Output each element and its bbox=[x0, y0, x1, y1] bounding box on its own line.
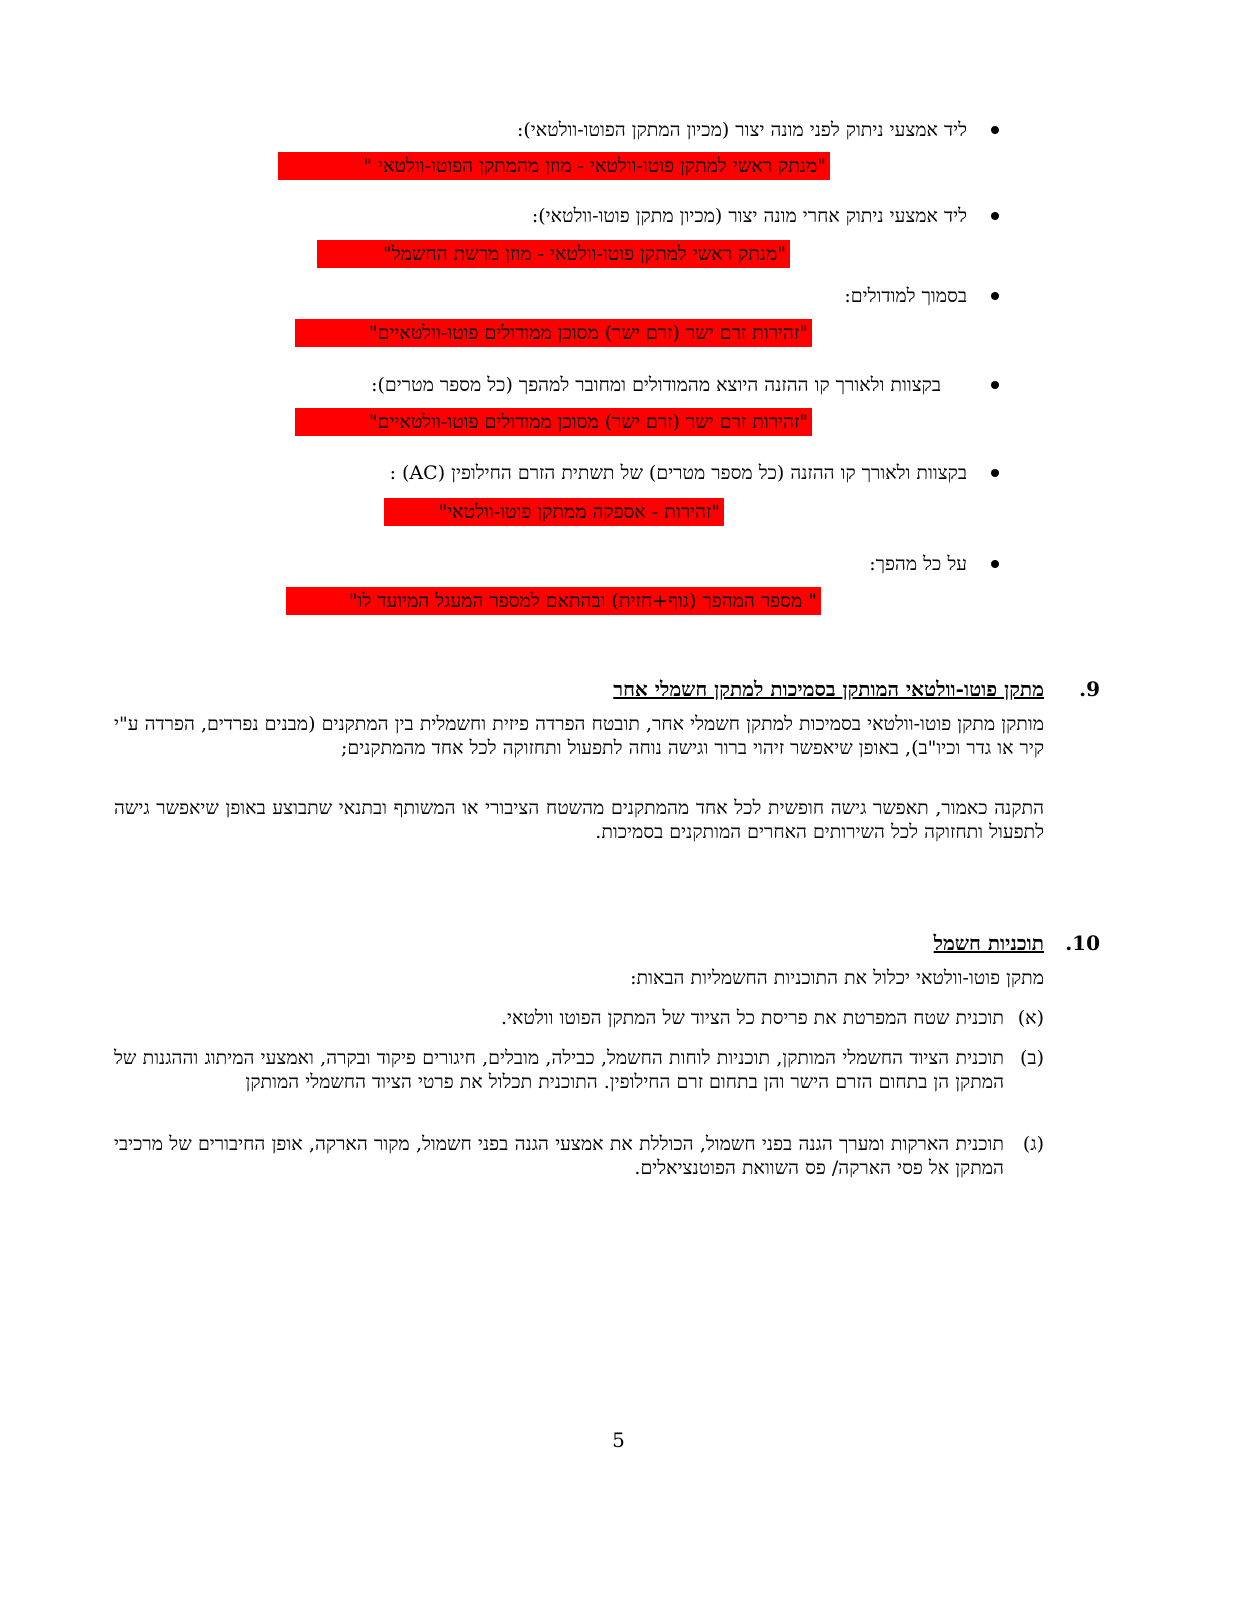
bullet-dot bbox=[991, 381, 999, 389]
section-number: 9. bbox=[1079, 677, 1100, 701]
bullet-text-4: בקצוות ולאורך קו ההזנה היוצא מהמודולים ומחובר למהפך (כל מספר מטרים): bbox=[371, 374, 941, 396]
section-title: תוכניות חשמל bbox=[933, 931, 1044, 955]
section-10-intro: מתקן פוטו-וולטאי יכלול את התוכניות החשמליות הבאות: bbox=[630, 967, 1044, 989]
bullet-text-2: ליד אמצעי ניתוק אחרי מונה יצור (מכיון מתקן פוטו-וולטאי): bbox=[531, 205, 967, 227]
bullet-dot bbox=[991, 560, 999, 568]
bullet-text-1: ליד אמצעי ניתוק לפני מונה יצור (מכיון המתקן הפוטו-וולטאי): bbox=[516, 119, 967, 141]
bullet-dot bbox=[991, 292, 999, 300]
bullet-text-6: על כל מהפך: bbox=[869, 553, 967, 575]
item-marker: (ג) bbox=[1022, 1133, 1044, 1155]
warning-label-3: "זהירות זרם ישר (זרם ישר) מסוכן ממודולים פוטו-וולטאיים" bbox=[295, 319, 812, 347]
item-marker: (א) bbox=[1017, 1007, 1044, 1029]
bullet-text-3: בסמוך למודולים: bbox=[844, 285, 967, 307]
warning-label-6: " מספר המהפך (גוף+חזית) ובהתאם למספר המעגל המיועד לו" bbox=[286, 587, 821, 615]
section-9-paragraph-1: מותקן מתקן פוטו-וולטאי בסמיכות למתקן חשמלי אחר, תובטח הפרדה פיזית וחשמלית בין המתקנים (מבנים נפרדים, הפרדה ע"י קיר או גדר וכיו"ב), באופן שיאפשר זיהוי ברור וגישה נוחה לתפעול ותחזוקה לכל אחד מהמתקנים; bbox=[114, 713, 1044, 759]
warning-label-5: "זהירות - אספקה ממתקן פוטו-וולטאי" bbox=[384, 498, 724, 526]
bullet-dot bbox=[991, 126, 999, 134]
item-text: תוכנית הציוד החשמלי המותקן, תוכניות לוחות החשמל, כבילה, מובלים, חיגורים פיקוד ובקרה, ואמצעי המיתוג וההגנות של המתקן הן בתחום הזרם הישר והן בתחום זרם החילופין. התוכנית תכלול את פרטי הציוד החשמלי המותקן bbox=[114, 1047, 1004, 1093]
bullet-dot bbox=[991, 212, 999, 220]
section-9-heading bbox=[540, 675, 1100, 703]
bullet-text-5: בקצוות ולאורך קו ההזנה (כל מספר מטרים) של תשתית הזרם החילופין (AC) : bbox=[389, 462, 967, 484]
plan-item-b bbox=[114, 1046, 1044, 1094]
section-9-paragraph-2: התקנה כאמור, תאפשר גישה חופשית לכל אחד מהמתקנים מהשטח הציבורי או המשותף ובתנאי שתבוצע באופן שיאפשר גישה לתפעול ותחזוקה לכל השירותים האחרים המותקנים בסמיכות. bbox=[114, 797, 1044, 843]
warning-label-1: "מנתק ראשי למתקן פוטו-וולטאי - מוזן מהמתקן הפוטו-וולטאי " bbox=[278, 152, 830, 180]
bullet-dot bbox=[991, 469, 999, 477]
item-marker: (ב) bbox=[1020, 1047, 1044, 1069]
section-title: מתקן פוטו-וולטאי המותקן בסמיכות למתקן חשמלי אחר bbox=[613, 677, 1044, 701]
plan-item-c bbox=[114, 1132, 1044, 1180]
item-text: תוכנית שטח המפרטת את פריסת כל הציוד של המתקן הפוטו וולטאי. bbox=[500, 1007, 1004, 1029]
warning-label-2: "מנתק ראשי למתקן פוטו-וולטאי - מוזן מרשת החשמל" bbox=[317, 240, 790, 268]
section-10-heading bbox=[800, 929, 1100, 957]
plan-item-a bbox=[114, 1006, 1044, 1030]
section-number: 10. bbox=[1065, 931, 1100, 955]
page-number: 5 bbox=[612, 1428, 625, 1452]
warning-label-4: "זהירות זרם ישר (זרם ישר) מסוכן ממודולים פוטו-וולטאיים" bbox=[295, 408, 812, 436]
item-text: תוכנית הארקות ומערך הגנה בפני חשמול, הכוללת את אמצעי הגנה בפני חשמול, מקור הארקה, אופן החיבורים של מרכיבי המתקן אל פסי הארקה/ פס השוואת הפוטנציאלים. bbox=[114, 1133, 1004, 1179]
